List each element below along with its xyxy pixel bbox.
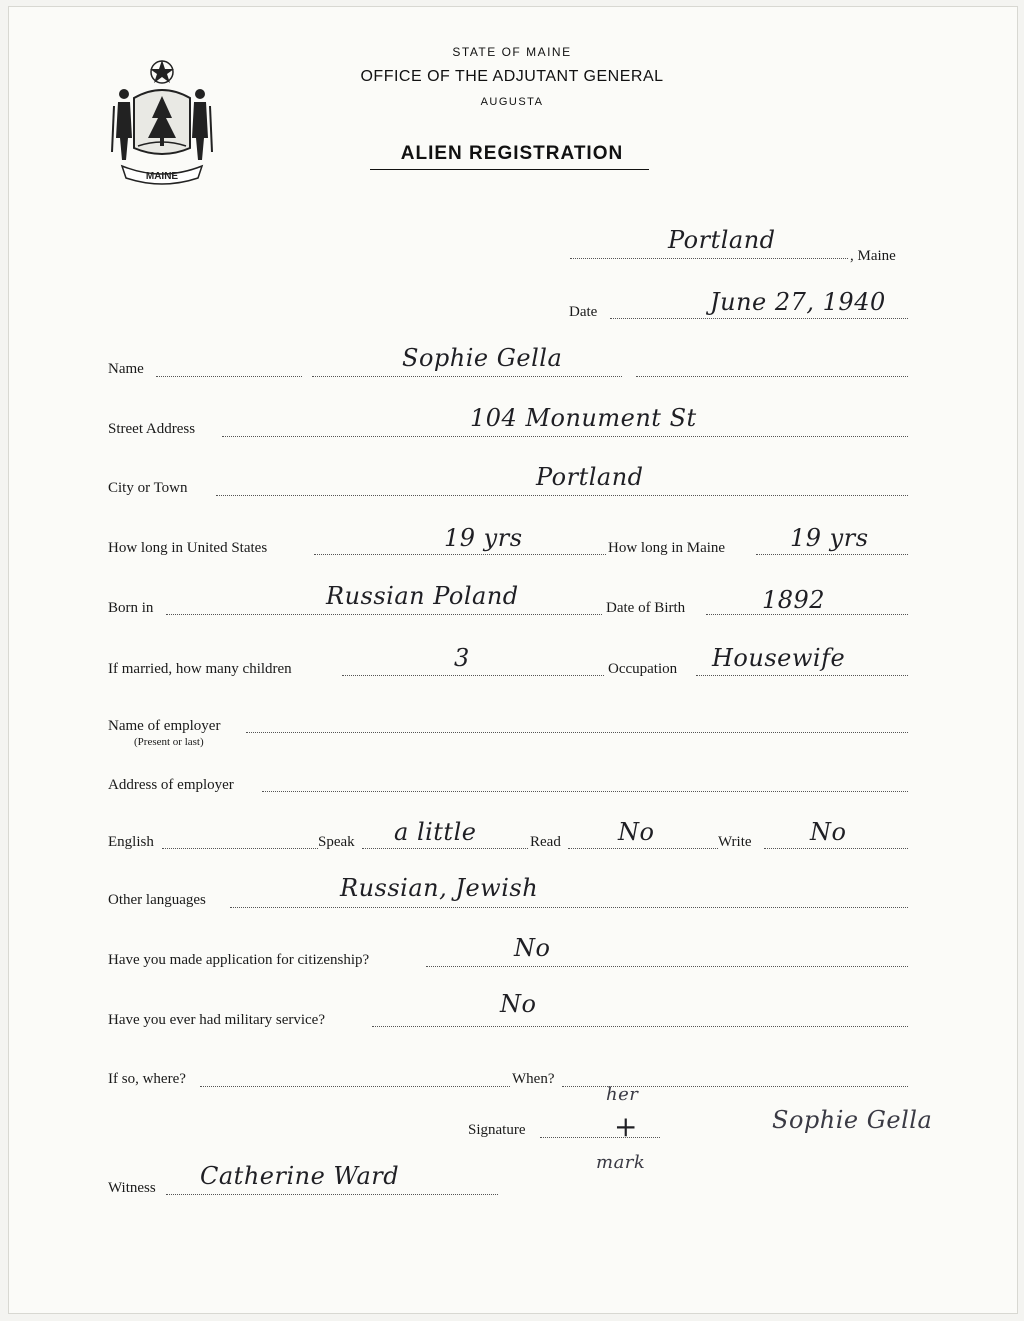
name-label: Name <box>108 361 144 377</box>
speak-value: a little <box>394 818 477 846</box>
born-in-value: Russian Poland <box>326 582 519 610</box>
employer-address-line <box>262 791 908 792</box>
place-value: Portland <box>668 226 776 254</box>
how-long-us-value: 19 yrs <box>444 524 523 552</box>
occupation-line <box>696 675 908 676</box>
dob-line <box>706 614 908 615</box>
svg-text:MAINE: MAINE <box>145 171 179 182</box>
read-line <box>568 848 718 849</box>
street-line <box>222 436 908 437</box>
other-languages-value: Russian, Jewish <box>340 874 539 902</box>
occupation-label: Occupation <box>608 661 678 677</box>
employer-address-label: Address of employer <box>108 777 234 793</box>
title-underline <box>370 169 649 170</box>
children-line <box>342 675 604 676</box>
header-city: AUGUSTA <box>480 96 544 108</box>
name-line-3 <box>636 376 908 377</box>
military-label: Have you ever had military service? <box>108 1012 325 1028</box>
dob-value: 1892 <box>762 586 826 614</box>
how-long-us-line <box>314 554 606 555</box>
date-label: Date <box>569 304 598 320</box>
city-label: City or Town <box>108 480 188 496</box>
name-line-1 <box>156 376 302 377</box>
speak-line <box>362 848 528 849</box>
signature-label: Signature <box>468 1122 526 1138</box>
employer-name-label: Name of employer <box>108 718 221 734</box>
street-label: Street Address <box>108 421 196 437</box>
when-label: When? <box>512 1071 555 1087</box>
military-line <box>372 1026 908 1027</box>
write-value: No <box>810 818 847 846</box>
born-in-label: Born in <box>108 600 154 616</box>
read-label: Read <box>530 834 561 850</box>
speak-label: Speak <box>318 834 355 850</box>
if-so-where-line <box>200 1086 510 1087</box>
header-state: STATE OF MAINE <box>452 45 572 59</box>
witness-line <box>166 1194 498 1195</box>
other-languages-line <box>230 907 908 908</box>
dob-label: Date of Birth <box>606 600 686 616</box>
citizenship-line <box>426 966 908 967</box>
citizenship-label: Have you made application for citizenship? <box>108 952 370 968</box>
children-value: 3 <box>454 644 470 672</box>
signature-her: her <box>606 1084 639 1105</box>
military-value: No <box>500 990 537 1018</box>
other-languages-label: Other languages <box>108 892 206 908</box>
citizenship-value: No <box>514 934 551 962</box>
witness-value: Catherine Ward <box>200 1162 400 1190</box>
maine-label: , Maine <box>850 248 896 264</box>
employer-name-line <box>246 732 908 733</box>
employer-name-sublabel: (Present or last) <box>134 736 204 748</box>
write-line <box>764 848 908 849</box>
name-line-2 <box>312 376 622 377</box>
signature-mark-symbol: + <box>614 1110 638 1143</box>
how-long-maine-value: 19 yrs <box>790 524 869 552</box>
children-label: If married, how many children <box>108 661 292 677</box>
place-line <box>570 258 848 259</box>
if-so-where-label: If so, where? <box>108 1071 186 1087</box>
name-value: Sophie Gella <box>402 344 563 372</box>
english-label: English <box>108 834 154 850</box>
how-long-maine-line <box>756 554 908 555</box>
street-value: 104 Monument St <box>470 404 697 432</box>
signature-name: Sophie Gella <box>772 1106 933 1134</box>
header-office: OFFICE OF THE ADJUTANT GENERAL <box>360 68 664 85</box>
witness-label: Witness <box>108 1180 156 1196</box>
english-line <box>162 848 318 849</box>
form-title: ALIEN REGISTRATION <box>400 143 624 164</box>
how-long-us-label: How long in United States <box>108 540 268 556</box>
signature-line <box>540 1137 660 1138</box>
city-value: Portland <box>536 463 644 491</box>
born-in-line <box>166 614 602 615</box>
how-long-maine-label: How long in Maine <box>608 540 726 556</box>
signature-mark: mark <box>596 1152 646 1173</box>
write-label: Write <box>718 834 752 850</box>
read-value: No <box>618 818 655 846</box>
date-value: June 27, 1940 <box>710 288 886 316</box>
occupation-value: Housewife <box>712 644 846 672</box>
city-line <box>216 495 908 496</box>
date-line <box>610 318 908 319</box>
